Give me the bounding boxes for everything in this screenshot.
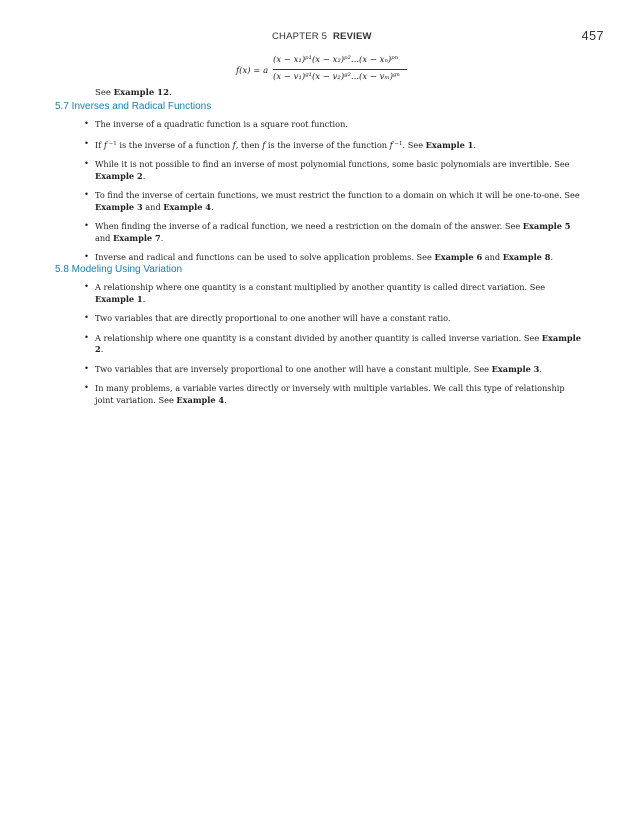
- page-number: 457: [581, 29, 604, 43]
- example-link[interactable]: Example 1: [425, 139, 474, 150]
- example-link[interactable]: Example 1: [95, 293, 143, 304]
- section-5-7-list: [84, 119, 584, 272]
- example-link[interactable]: Example 3: [95, 201, 143, 212]
- list-item: • Two variables that are inversely proportional to one another will have a constant multiple. See Example 3.: [84, 364, 584, 376]
- list-item: • To find the inverse of certain functions, we must restrict the function to a domain on which it will be one-to-one. See Example 3 and Example 4.: [84, 190, 584, 213]
- example-link[interactable]: Example 4: [163, 201, 211, 212]
- section-title-5-8: 5.8 Modeling Using Variation: [55, 264, 183, 275]
- example-link[interactable]: Example 4: [176, 394, 225, 405]
- list-item: • When finding the inverse of a radical function, we need a restriction on the domain of the answer. See Example 5 and Example 7.: [84, 221, 584, 244]
- see-suffix: .: [169, 88, 172, 98]
- list-item: • In many problems, a variable varies directly or inversely with multiple variables. We call this type of relationship joint variation. See Example 4.: [84, 383, 584, 406]
- see-prefix: See: [95, 88, 114, 98]
- example-link[interactable]: Example 7: [113, 232, 161, 243]
- list-item: • A relationship where one quantity is a constant multiplied by another quantity is called direct variation. See Example 1.: [84, 282, 584, 305]
- formula-numerator: (x − x₁)ᵖ¹(x − x₂)ᵖ²...(x − xₙ)ᵖⁿ: [273, 55, 399, 65]
- formula-denominator: (x − v₁)ᵍ¹(x − v₂)ᵍ²...(x − vₘ)ᵍⁿ: [273, 72, 400, 82]
- example-link[interactable]: Example 12: [113, 88, 170, 98]
- list-item: • Two variables that are directly proportional to one another will have a constant ratio.: [84, 313, 584, 325]
- example-link[interactable]: Example 5: [522, 221, 571, 231]
- section-5-8-list: [84, 282, 584, 414]
- list-item: • If f $^{-1}$ is the inverse of a function f, then f is the inverse of the function f $^{-1}$. See Example 1.: [84, 139, 584, 152]
- example-link[interactable]: Example 8: [502, 252, 551, 262]
- list-item: • While it is not possible to find an inverse of most polynomial functions, some basic polynomials are invertible. See Example 2.: [84, 159, 584, 182]
- page-header: [0, 30, 630, 46]
- section-title-5-7: 5.7 Inverses and Radical Functions: [55, 101, 212, 112]
- example-link[interactable]: Example 2: [95, 332, 581, 354]
- fraction-bar: [273, 69, 407, 70]
- list-item: • The inverse of a quadratic function is a square root function.: [84, 119, 584, 131]
- example-link[interactable]: Example 6: [434, 252, 483, 262]
- example-link[interactable]: Example 3: [491, 363, 540, 374]
- list-item: • A relationship where one quantity is a constant divided by another quantity is called inverse variation. See Example 2.: [84, 333, 584, 356]
- rational-function-formula: [236, 55, 416, 91]
- list-item: • Inverse and radical and functions can be used to solve application problems. See Example 6 and Example 8.: [84, 252, 584, 264]
- chapter-name: REVIEW: [332, 31, 372, 42]
- formula-lhs: f(x) = a: [236, 66, 269, 76]
- chapter-number: CHAPTER 5: [272, 31, 328, 42]
- chapter-heading: [272, 31, 372, 42]
- example-link[interactable]: Example 2: [95, 170, 143, 181]
- see-example-12: [95, 88, 172, 98]
